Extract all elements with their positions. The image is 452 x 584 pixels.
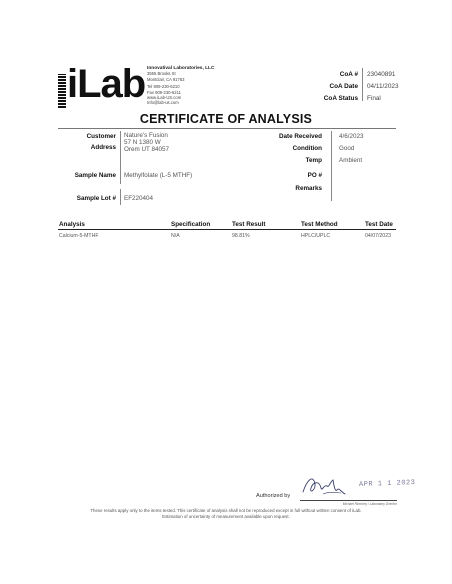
remarks-divider	[331, 183, 332, 201]
coa-status-label: CoA Status	[323, 95, 358, 102]
signature-rule	[300, 500, 397, 501]
date-stamp: APR 1 1 2023	[358, 479, 416, 489]
coa-number-label: CoA #	[339, 71, 358, 78]
table-header-rule	[58, 229, 396, 230]
header-test-result: Test Result	[232, 221, 266, 228]
company-line: Tel 909-230-6210	[147, 84, 180, 90]
right-fields-divider	[331, 131, 332, 169]
condition-label: Condition	[292, 145, 322, 152]
address-line: Orem UT 84057	[124, 146, 170, 153]
company-line: Info@lab-us.com	[147, 100, 179, 106]
sample-lot-label: Sample Lot #	[76, 195, 116, 202]
coa-meta-labels	[270, 69, 358, 105]
header-test-method: Test Method	[301, 221, 338, 228]
po-divider	[331, 168, 332, 184]
coa-status-value: Final	[367, 95, 381, 102]
title-rule	[58, 128, 396, 129]
signature-icon	[297, 470, 349, 500]
company-line: Fax 909-230-6211	[147, 89, 181, 95]
sample-name-value: Methylfolate (L-5 MTHF)	[124, 172, 193, 179]
header-test-date: Test Date	[365, 221, 393, 228]
document-title: CERTIFICATE OF ANALYSIS	[139, 112, 313, 126]
company-line: www.iLab-US.com	[147, 95, 182, 101]
authorized-by-label: Authorized by	[256, 493, 291, 499]
coa-number-value: 23040891	[367, 71, 396, 78]
ilab-logo	[58, 62, 146, 110]
sample-lot-divider	[120, 189, 121, 205]
company-name: Innovatival Laboratories, LLC	[147, 66, 215, 71]
temp-value: Ambient	[339, 157, 363, 164]
coa-divider	[362, 68, 363, 101]
cell-analysis: Calcium-5-MTHF	[59, 233, 99, 239]
logo-barcode-stripe	[58, 74, 66, 108]
header-analysis: Analysis	[59, 221, 85, 228]
logo-text: iLab	[67, 62, 146, 106]
signer-name: Michael Rimnimy / Laboratory Director	[342, 502, 397, 506]
customer-label: Customer	[86, 133, 116, 140]
customer-value: Nature's Fusion	[124, 132, 168, 139]
temp-label: Temp	[305, 157, 322, 164]
coa-date-value: 04/11/2023	[367, 83, 399, 90]
customer-divider	[120, 131, 121, 169]
sample-name-divider	[120, 168, 121, 184]
company-info	[147, 66, 214, 106]
date-received-label: Date Received	[278, 133, 322, 140]
footer-uncertainty: Estimation of uncertainty of measurement available upon request.	[162, 514, 290, 519]
remarks-label: Remarks	[295, 185, 322, 192]
company-line: Montclair, CA 91763	[147, 76, 185, 82]
company-line: 3555 Brooks St	[147, 71, 176, 77]
cell-test-method: HPLC/UPLC	[301, 233, 331, 239]
coa-meta-values	[367, 69, 399, 105]
condition-value: Good	[339, 145, 355, 152]
header-specification: Specification	[171, 221, 211, 228]
sample-lot-value: EF220404	[124, 195, 154, 202]
address-line: 57 N 1380 W	[124, 139, 161, 146]
address-label: Address	[90, 144, 116, 151]
po-label: PO #	[307, 172, 322, 179]
cell-specification: N/A	[171, 233, 180, 239]
cell-test-result: 98.81%	[232, 233, 250, 239]
footer-disclaimer: These results apply only to the items tested. This certificate of analysis shall not be reproduced except in full without written consent of iLab.	[90, 508, 362, 513]
sample-name-label: Sample Name	[74, 172, 116, 179]
cell-test-date: 04/07/2023	[365, 233, 391, 239]
coa-date-label: CoA Date	[329, 83, 358, 90]
date-received-value: 4/6/2023	[339, 133, 364, 140]
